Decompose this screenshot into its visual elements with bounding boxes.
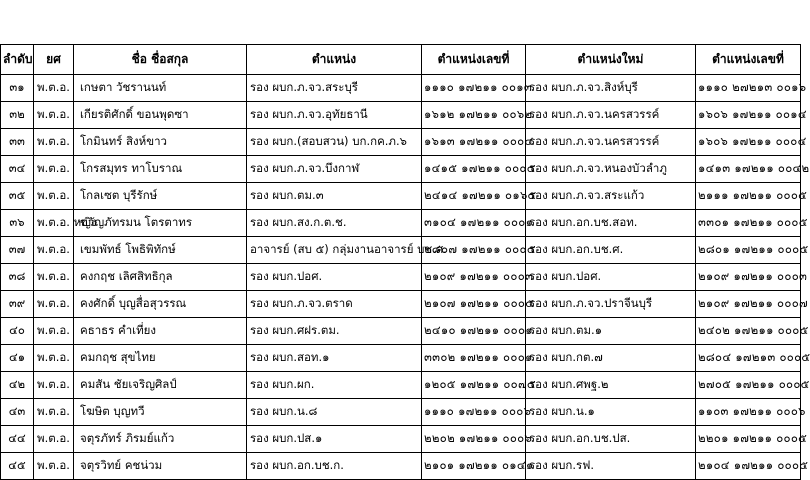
cell-position: รอง ผบก.ภ.จว.สระบุรี	[247, 75, 422, 102]
cell-position: รอง ผบก.ปส.๑	[247, 426, 422, 453]
cell-no: ๓๘	[1, 264, 34, 291]
transfer-list-table	[0, 44, 810, 480]
cell-no: ๔๑	[1, 345, 34, 372]
cell-no: ๓๖	[1, 210, 34, 237]
cell-new-position-number: ๑๖๐๖ ๑๗๒๑๑ ๐๐๑๔	[696, 102, 801, 129]
cell-rank: พ.ต.อ.	[34, 129, 74, 156]
cell-position-number: ๑๖๑๒ ๑๗๒๑๑ ๐๐๖๒	[422, 102, 526, 129]
cell-new-position-number: ๑๔๑๓ ๑๗๒๑๑ ๐๐๔๒	[696, 156, 801, 183]
cell-rank: พ.ต.อ.	[34, 237, 74, 264]
cell-new-position: รอง ผบก.ภ.จว.สิงห์บุรี	[526, 75, 696, 102]
table-row	[1, 237, 801, 264]
cell-name: จตุรภัทร์ ภิรมย์แก้ว	[74, 426, 247, 453]
cell-new-position: รอง ผบก.ภ.จว.สระแก้ว	[526, 183, 696, 210]
cell-rank: พ.ต.อ. หญิง	[34, 210, 74, 237]
cell-name: เกียรติศักดิ์ ขอนพุดซา	[74, 102, 247, 129]
cell-name: ขวัญภัทรมน โตรตาทร	[74, 210, 247, 237]
cell-position: รอง ผบก.ศฝร.ตม.	[247, 318, 422, 345]
cell-new-position-number: ๒๑๐๙ ๑๗๒๑๑ ๐๐๐๓	[696, 264, 801, 291]
cell-rank: พ.ต.อ.	[34, 345, 74, 372]
cell-position: รอง ผบก.ภ.จว.อุทัยธานี	[247, 102, 422, 129]
cell-new-position: รอง ผบก.อก.บช.ศ.	[526, 237, 696, 264]
cell-position-number: ๒๑๐๙ ๑๗๒๑๑ ๐๐๐๓	[422, 264, 526, 291]
cell-new-position: รอง ผบก.อก.บช.ปส.	[526, 426, 696, 453]
cell-position: รอง ผบก.สอท.๑	[247, 345, 422, 372]
cell-position-number: ๒๒๐๒ ๑๗๒๑๑ ๐๐๐๖	[422, 426, 526, 453]
cell-name: โฆษิต บุญทวี	[74, 399, 247, 426]
cell-name: คมกฤช สุขไทย	[74, 345, 247, 372]
cell-name: เกษตา วัชรานนท์	[74, 75, 247, 102]
cell-no: ๔๐	[1, 318, 34, 345]
cell-new-position: รอง ผบก.อก.บช.สอท.	[526, 210, 696, 237]
header-new-position-number: ตำแหน่งเลขที่	[696, 45, 801, 75]
cell-no: ๔๒	[1, 372, 34, 399]
cell-new-position: รอง ผบก.รฟ.	[526, 453, 696, 480]
cell-rank: พ.ต.อ.	[34, 75, 74, 102]
cell-no: ๓๑	[1, 75, 34, 102]
cell-new-position: รอง ผบก.ภ.จว.นครสวรรค์	[526, 129, 696, 156]
cell-new-position: รอง ผบก.ศพฐ.๒	[526, 372, 696, 399]
cell-position-number: ๑๑๑๐ ๑๗๒๑๑ ๐๐๐๖	[422, 399, 526, 426]
cell-rank: พ.ต.อ.	[34, 372, 74, 399]
cell-no: ๓๙	[1, 291, 34, 318]
cell-position: อาจารย์ (สบ ๕) กลุ่มงานอาจารย์ บช.ศ.	[247, 237, 422, 264]
cell-position-number: ๒๔๑๐ ๑๗๒๑๑ ๐๐๐๑	[422, 318, 526, 345]
cell-rank: พ.ต.อ.	[34, 102, 74, 129]
table-row	[1, 264, 801, 291]
cell-rank: พ.ต.อ.	[34, 318, 74, 345]
cell-position-number: ๒๘๐๗ ๑๗๒๑๑ ๐๐๐๕	[422, 237, 526, 264]
cell-new-position: รอง ผบก.ภ.จว.หนองบัวลำภู	[526, 156, 696, 183]
table-row	[1, 291, 801, 318]
table-row	[1, 345, 801, 372]
cell-new-position-number: ๑๑๑๐ ๒๗๒๑๓ ๐๐๑๖	[696, 75, 801, 102]
cell-new-position-number: ๒๔๐๒ ๑๗๒๑๑ ๐๐๐๕	[696, 318, 801, 345]
header-no: ลำดับ	[1, 45, 34, 75]
cell-new-position-number: ๒๒๐๑ ๑๗๒๑๑ ๐๐๐๕	[696, 426, 801, 453]
cell-name: คธาธร คำเที่ยง	[74, 318, 247, 345]
cell-position-number: ๑๑๑๐ ๑๗๒๑๑ ๐๐๑๓	[422, 75, 526, 102]
cell-position: รอง ผบก.ผก.	[247, 372, 422, 399]
header-rank: ยศ	[34, 45, 74, 75]
cell-rank: พ.ต.อ.	[34, 291, 74, 318]
cell-position: รอง ผบก.ภ.จว.บึงกาฬ	[247, 156, 422, 183]
cell-name: เขมพัทธ์ โพธิพิทักษ์	[74, 237, 247, 264]
cell-new-position-number: ๑๖๐๖ ๑๗๒๑๑ ๐๐๐๔	[696, 129, 801, 156]
cell-position-number: ๓๑๐๔ ๑๗๒๑๑ ๐๐๐๑	[422, 210, 526, 237]
cell-position-number: ๒๔๑๔ ๑๗๒๑๑ ๐๑๖๕	[422, 183, 526, 210]
cell-position-number: ๑๖๑๓ ๑๗๒๑๑ ๐๐๐๔	[422, 129, 526, 156]
cell-position-number: ๒๑๐๗ ๑๗๒๑๑ ๐๐๐๕	[422, 291, 526, 318]
cell-name: โกลเซต บุรีรักษ์	[74, 183, 247, 210]
cell-new-position-number: ๒๑๐๔ ๑๗๒๑๑ ๐๐๐๕	[696, 453, 801, 480]
cell-no: ๔๔	[1, 426, 34, 453]
table-row	[1, 129, 801, 156]
cell-no: ๔๕	[1, 453, 34, 480]
cell-new-position-number: ๓๓๐๑ ๑๗๒๑๑ ๐๐๐๕	[696, 210, 801, 237]
cell-position-number: ๓๓๐๒ ๑๗๒๑๑ ๐๐๐๑	[422, 345, 526, 372]
cell-position: รอง ผบก.น.๘	[247, 399, 422, 426]
table-row	[1, 156, 801, 183]
cell-new-position-number: ๒๗๐๕ ๑๗๒๑๑ ๐๐๐๕	[696, 372, 801, 399]
cell-position: รอง ผบก.ตม.๓	[247, 183, 422, 210]
cell-new-position: รอง ผบก.กต.๗	[526, 345, 696, 372]
cell-name: โกมินทร์ สิงห์ขาว	[74, 129, 247, 156]
cell-no: ๓๓	[1, 129, 34, 156]
cell-name: คงศักดิ์ บุญสื่อสุวรรณ	[74, 291, 247, 318]
cell-position: รอง ผบก.ปอศ.	[247, 264, 422, 291]
cell-no: ๓๕	[1, 183, 34, 210]
table-row	[1, 453, 801, 480]
cell-no: ๓๔	[1, 156, 34, 183]
cell-position: รอง ผบก.ภ.จว.ตราด	[247, 291, 422, 318]
cell-name: คมสัน ชัยเจริญศิลป์	[74, 372, 247, 399]
table-row	[1, 426, 801, 453]
cell-new-position: รอง ผบก.ตม.๑	[526, 318, 696, 345]
table-row	[1, 75, 801, 102]
header-row	[1, 45, 801, 75]
table-row	[1, 318, 801, 345]
cell-position: รอง ผบก.(สอบสวน) บก.กค.ภ.๖	[247, 129, 422, 156]
header-new-position: ตำแหน่งใหม่	[526, 45, 696, 75]
table-row	[1, 183, 801, 210]
cell-name: คงกฤช เลิศสิทธิกุล	[74, 264, 247, 291]
header-name: ชื่อ ชื่อสกุล	[74, 45, 247, 75]
cell-position: รอง ผบก.สง.ก.ต.ช.	[247, 210, 422, 237]
cell-no: ๔๓	[1, 399, 34, 426]
cell-rank: พ.ต.อ.	[34, 453, 74, 480]
cell-no: ๓๒	[1, 102, 34, 129]
cell-name: จตุรวิทย์ คชน่วม	[74, 453, 247, 480]
cell-new-position: รอง ผบก.น.๑	[526, 399, 696, 426]
cell-position-number: ๒๑๐๑ ๑๗๒๑๑ ๐๑๔๑	[422, 453, 526, 480]
cell-position-number: ๑๔๑๕ ๑๗๒๑๑ ๐๐๐๕	[422, 156, 526, 183]
cell-new-position: รอง ผบก.ภ.จว.ปราจีนบุรี	[526, 291, 696, 318]
cell-no: ๓๗	[1, 237, 34, 264]
cell-new-position: รอง ผบก.ภ.จว.นครสวรรค์	[526, 102, 696, 129]
table-row	[1, 372, 801, 399]
table-row	[1, 210, 801, 237]
cell-rank: พ.ต.อ.	[34, 156, 74, 183]
cell-rank: พ.ต.อ.	[34, 264, 74, 291]
header-position: ตำแหน่ง	[247, 45, 422, 75]
cell-new-position-number: ๒๑๐๙ ๑๗๒๑๑ ๐๐๐๗	[696, 291, 801, 318]
cell-rank: พ.ต.อ.	[34, 399, 74, 426]
cell-position-number: ๑๒๐๕ ๑๗๒๑๑ ๐๐๗๕	[422, 372, 526, 399]
cell-name: โกรสมุทร ทาโบราณ	[74, 156, 247, 183]
cell-new-position-number: ๒๘๐๔ ๑๗๒๑๓ ๐๐๐๕	[696, 345, 801, 372]
cell-position: รอง ผบก.อก.บช.ก.	[247, 453, 422, 480]
table-row	[1, 399, 801, 426]
cell-rank: พ.ต.อ.	[34, 183, 74, 210]
cell-new-position-number: ๒๑๑๑ ๑๗๒๑๑ ๐๐๐๕	[696, 183, 801, 210]
cell-new-position-number: ๒๘๐๑ ๑๗๒๑๑ ๐๐๐๕	[696, 237, 801, 264]
header-position-number: ตำแหน่งเลขที่	[422, 45, 526, 75]
cell-rank: พ.ต.อ.	[34, 426, 74, 453]
cell-new-position: รอง ผบก.ปอศ.	[526, 264, 696, 291]
table-row	[1, 102, 801, 129]
cell-new-position-number: ๑๑๐๓ ๑๗๒๑๑ ๐๐๐๖	[696, 399, 801, 426]
